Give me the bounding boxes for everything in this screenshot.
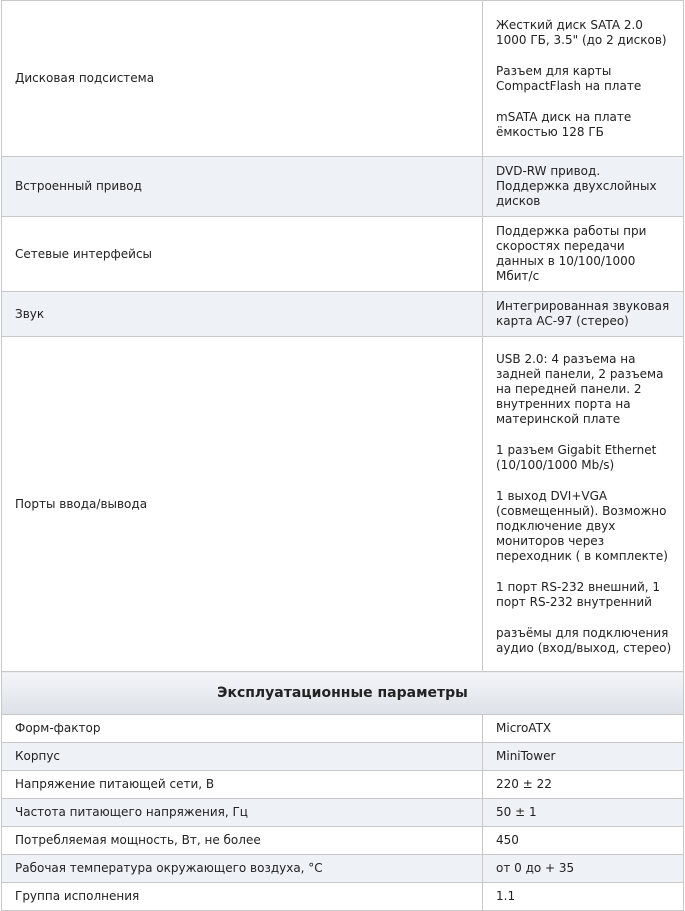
table-row [2, 157, 684, 217]
section-header-row [2, 672, 684, 715]
spec-table [1, 0, 684, 911]
table-row [2, 1, 684, 157]
row-label: Звук [2, 292, 483, 337]
row-label: Рабочая температура окружающего воздуха, °С [2, 855, 483, 883]
value-line: DVD-RW привод. Поддержка двухслойных дисков [496, 164, 657, 208]
row-value: MiniTower [483, 743, 684, 771]
row-value: 450 [483, 827, 684, 855]
row-label: Частота питающего напряжения, Гц [2, 799, 483, 827]
value-line: Разъем для карты CompactFlash на плате [496, 63, 642, 93]
value-line: разъёмы для подключения аудио (вход/выход, стерео) [496, 626, 672, 655]
row-label: Дисковая подсистема [2, 1, 483, 157]
table-row [2, 771, 684, 799]
row-value [483, 292, 684, 337]
section-title: Эксплуатационные параметры [2, 672, 684, 715]
table-row [2, 743, 684, 771]
row-value: 50 ± 1 [483, 799, 684, 827]
row-label: Группа исполнения [2, 883, 483, 911]
table-row [2, 883, 684, 911]
row-label: Форм-фактор [2, 715, 483, 743]
value-line: 1 разъем Gigabit Ethernet (10/100/1000 Mb/s) [496, 443, 657, 472]
value-line: mSATA диск на плате ёмкостью 128 ГБ [496, 109, 632, 139]
value-line: 1 порт RS-232 внешний, 1 порт RS-232 внутренний [496, 580, 661, 609]
row-value: 220 ± 22 [483, 771, 684, 799]
table-row [2, 715, 684, 743]
table-row [2, 292, 684, 337]
row-value [483, 157, 684, 217]
value-line: Интегрированная звуковая карта AC-97 (стерео) [496, 299, 670, 328]
table-row [2, 337, 684, 672]
row-label: Встроенный привод [2, 157, 483, 217]
row-value [483, 337, 684, 672]
row-value [483, 217, 684, 292]
row-value [483, 1, 684, 157]
value-line: Жесткий диск SATA 2.0 1000 ГБ, 3.5" (до 2 дисков) [496, 17, 667, 47]
row-value: MicroATX [483, 715, 684, 743]
row-label: Корпус [2, 743, 483, 771]
table-row [2, 799, 684, 827]
row-label: Сетевые интерфейсы [2, 217, 483, 292]
value-line: USB 2.0: 4 разъема на задней панели, 2 разъема на передней панели. 2 внутренних порта на материнской плате [496, 352, 664, 426]
row-value: от 0 до + 35 [483, 855, 684, 883]
value-line: Поддержка работы при скоростях передачи данных в 10/100/1000 Мбит/с [496, 224, 647, 283]
value-line: 1 выход DVI+VGA (совмещенный). Возможно подключение двух мониторов через переходник ( в комплекте) [496, 489, 668, 563]
row-value: 1.1 [483, 883, 684, 911]
row-label: Напряжение питающей сети, В [2, 771, 483, 799]
table-row [2, 827, 684, 855]
table-row [2, 855, 684, 883]
row-label: Потребляемая мощность, Вт, не более [2, 827, 483, 855]
table-row [2, 217, 684, 292]
row-label: Порты ввода/вывода [2, 337, 483, 672]
